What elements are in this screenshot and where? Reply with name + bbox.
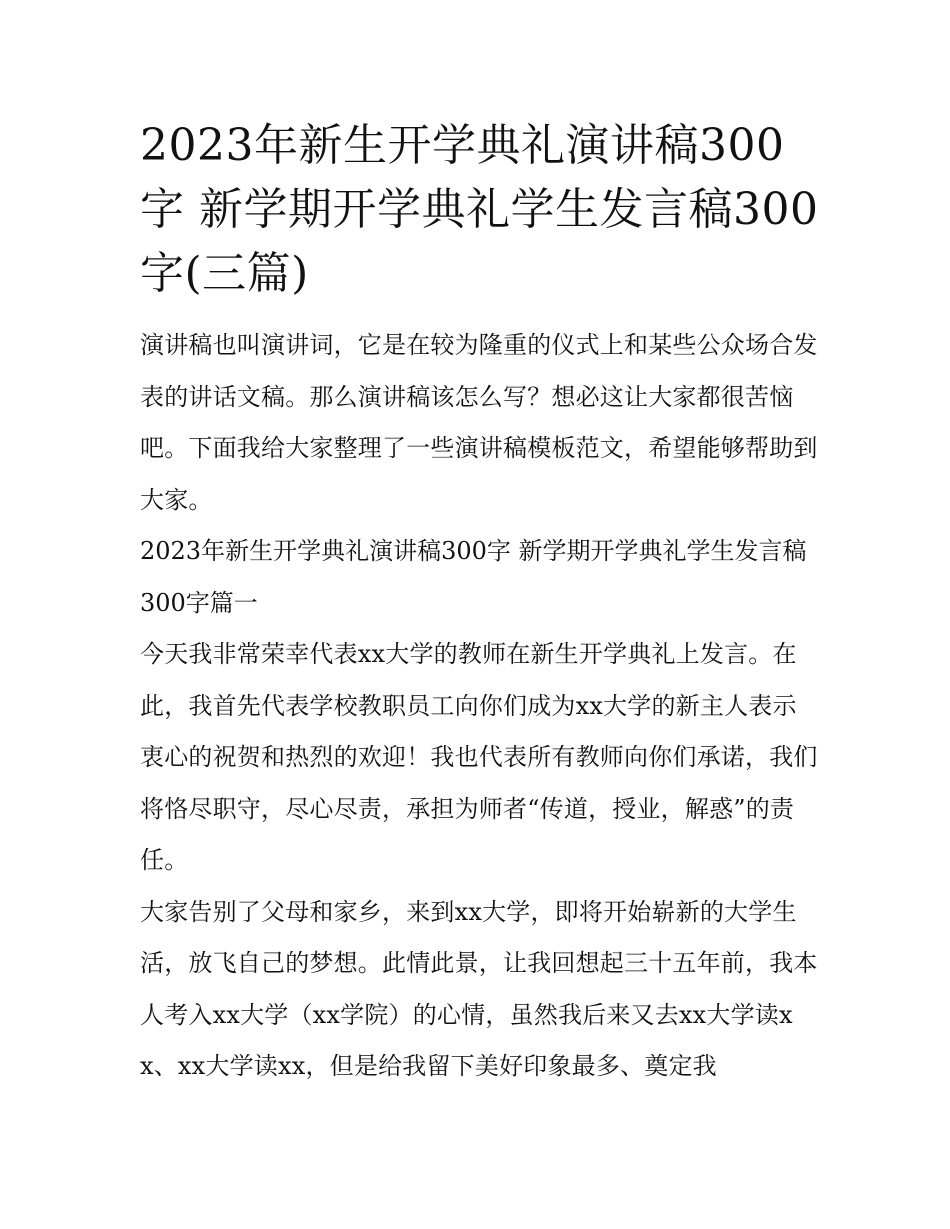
section-heading: 2023年新生开学典礼演讲稿300字 新学期开学典礼学生发言稿300字篇一 (140, 537, 807, 617)
document-page (140, 114, 820, 1093)
body-paragraph: 今天我非常荣幸代表xx大学的教师在新生开学典礼上发言。在此，我首先代表学校教职员工向你们成为xx大学的新主人表示衷心的祝贺和热烈的欢迎！我也代表所有教师向你们承诺，我们将恪尽职守，尽心尽责，承担为师者“传道，授业，解惑”的责任。 (140, 640, 818, 874)
body-paragraph: 大家告别了父母和家乡，来到xx大学，即将开始崭新的大学生活，放飞自己的梦想。此情此景，让我回想起三十五年前，我本人考入xx大学（xx学院）的心情，虽然我后来又去xx大学读xx、xx大学读xx，但是给我留下美好印象最多、奠定我 (140, 897, 818, 1080)
intro-paragraph: 演讲稿也叫演讲词，它是在较为隆重的仪式上和某些公众场合发表的讲话文稿。那么演讲稿该怎么写？想必这让大家都很苦恼吧。下面我给大家整理了一些演讲稿模板范文，希望能够帮助到大家。 (140, 331, 818, 514)
document-title: 2023年新生开学典礼演讲稿300字 新学期开学典礼学生发言稿300字(三篇) (140, 120, 819, 299)
